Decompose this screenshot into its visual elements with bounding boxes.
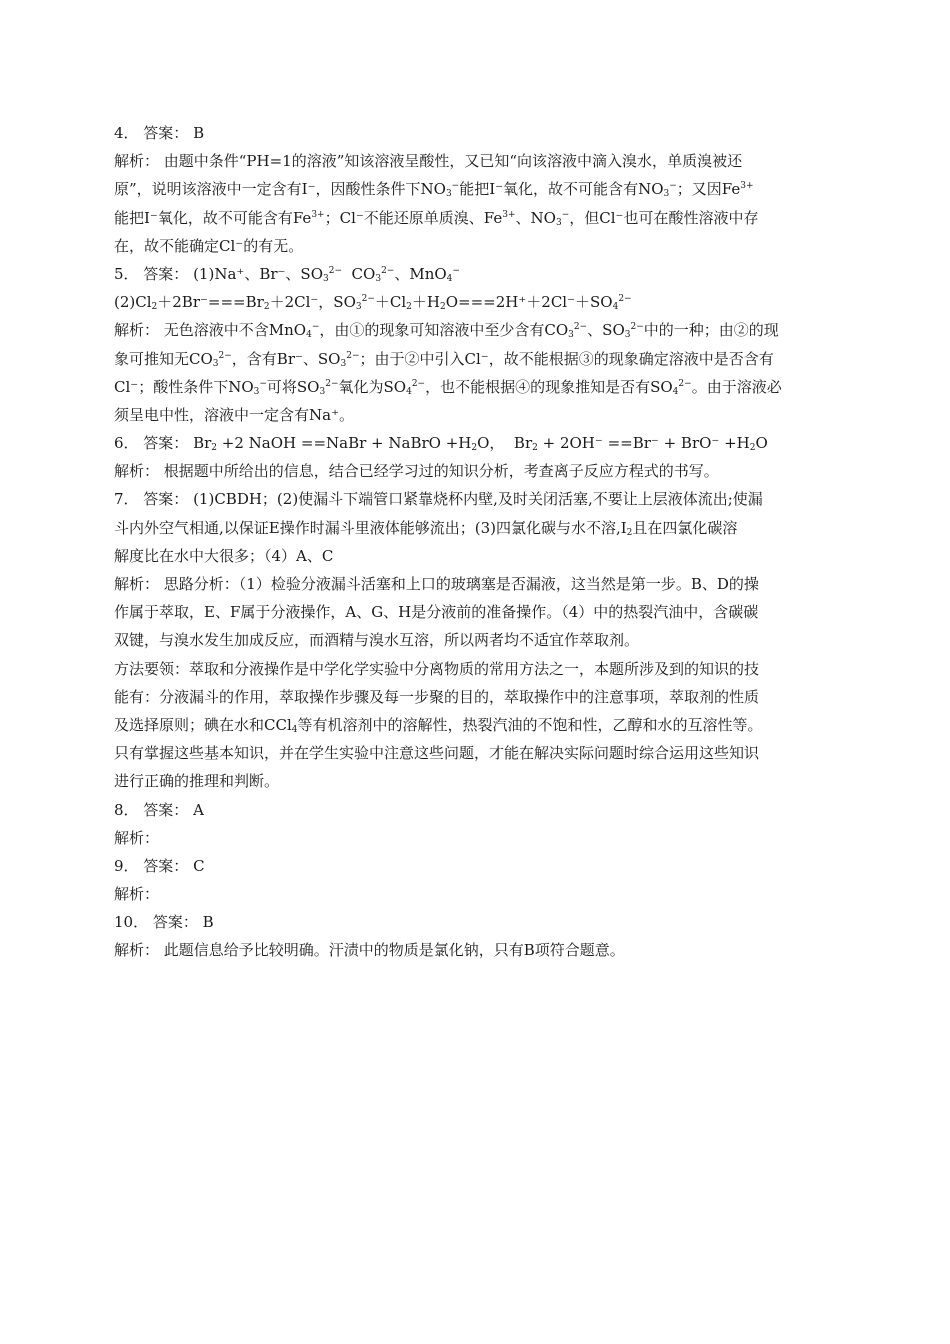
text-line: 9． 答案： C <box>114 856 205 875</box>
text-line: 解析： 无色溶液中不含MnO$_4$−，由①的现象可知溶液中至少含有$CO_3^{2-}$、$SO_3^{2-}$中的一种；由②的现 <box>114 321 779 341</box>
text-line: 能有：分液漏斗的作用，萃取操作步骤及每一步聚的目的，萃取操作中的注意事项，萃取剂的性质 <box>114 687 760 706</box>
text-line: 只有掌握这些基本知识，并在学生实验中注意这些问题，才能在解决实际问题时综合运用这些知识 <box>114 744 760 763</box>
text-line: 8． 答案： A <box>114 800 204 819</box>
text-line: 斗内外空气相通,以保证E操作时漏斗里液体能够流出；(3)四氯化碳与水不溶$,I_2$且在四氯化碳溶 <box>114 518 738 538</box>
text-line: 解析： 思路分析：（1）检验分液漏斗活塞和上口的玻璃塞是否漏液，这当然是第一步。B、D的操 <box>114 575 759 593</box>
text-line: 解析： <box>114 828 160 847</box>
text-line: 进行正确的推理和判断。 <box>114 772 280 791</box>
text-line: 方法要领：萃取和分液操作是中学化学实验中分离物质的常用方法之一，本题所涉及到的知识的技 <box>114 659 760 678</box>
text-line: 及选择原则；碘在水和CCl$_4$等有机溶剂中的溶解性，热裂汽油的不饱和性，乙醇和水的互溶性等。 <box>114 715 763 735</box>
text-line: 在，故不能确定Cl⁻的有无。 <box>114 236 304 255</box>
text-line: 解析： 根据题中所给出的信息，结合已经学习过的知识分析，考查离子反应方程式的书写。 <box>114 462 719 481</box>
text-line: 解析： 由题中条件“PH=1的溶液”知该溶液呈酸性，又已知“向该溶液中滴入溴水，单质溴被还 <box>114 152 743 171</box>
text-line: Cl⁻；酸性条件下$NO_3^-$可将$SO_3^{2-}$氧化为$SO_4^{2-}$，也不能根据④的现象推知是否有$SO_4^{2-}$。由于溶液必 <box>114 377 782 397</box>
text-line: 解析： <box>114 885 160 904</box>
text-line: 10． 答案： B <box>114 913 214 932</box>
text-line: 须呈电中性，溶液中一定含有Na⁺。 <box>114 405 354 424</box>
text-line: 原”，说明该溶液中一定含有I⁻，因酸性条件下$NO_3^-$能把I⁻氧化，故不可能含有$NO_3^-$；又因$Fe^{3+}$ <box>114 180 754 200</box>
answer-document <box>114 119 844 965</box>
text-line: 4． 答案： B <box>114 124 205 142</box>
text-line: 解度比在水中大很多；（4）A、C <box>114 546 334 565</box>
text-line: 6． 答案： $Br_2 +2$ NaOH ==NaBr + NaBrO $+H_2O$， $Br_2 + 2OH^- ==Br^- + BrO^- +H_2O$ <box>114 434 768 454</box>
text-line: 7． 答案： (1)CBDH；(2)使漏斗下端管口紧靠烧杯内壁,及时关闭活塞,不要让上层液体流出;使漏 <box>114 490 763 509</box>
text-line: $(2)Cl_2+2Br^-===Br_2+2Cl^-$，$SO_3^{2-}+Cl_2+H_2O===2H^++2Cl^-+SO_4^{2-}$ <box>114 293 632 313</box>
text-line: 解析： 此题信息给予比较明确。汗渍中的物质是氯化钠，只有B项符合题意。 <box>114 941 625 960</box>
text-line: 双键，与溴水发生加成反应，而酒精与溴水互溶，所以两者均不适宜作萃取剂。 <box>114 631 640 650</box>
text-line: 5． 答案： (1)Na⁺、Br⁻、$SO_3^{2-}$ $CO_3^{2-}$、MnO$_4$− <box>114 264 460 284</box>
text-line: 象可推知无$CO_3^{2-}$，含有Br⁻、$SO_3^{2-}$；由于②中引入Cl⁻，故不能根据③的现象确定溶液中是否含有 <box>114 349 774 369</box>
text-line: 作属于萃取，E、F属于分液操作，A、G、H是分液前的准备操作。（4）中的热裂汽油中，含碳碳 <box>114 603 759 622</box>
text-line: 能把I⁻氧化，故不可能含有$Fe^{3+}$；Cl⁻不能还原单质溴、$Fe^{3+}$、$NO_3^-$，但Cl⁻也可在酸性溶液中存 <box>114 208 759 228</box>
